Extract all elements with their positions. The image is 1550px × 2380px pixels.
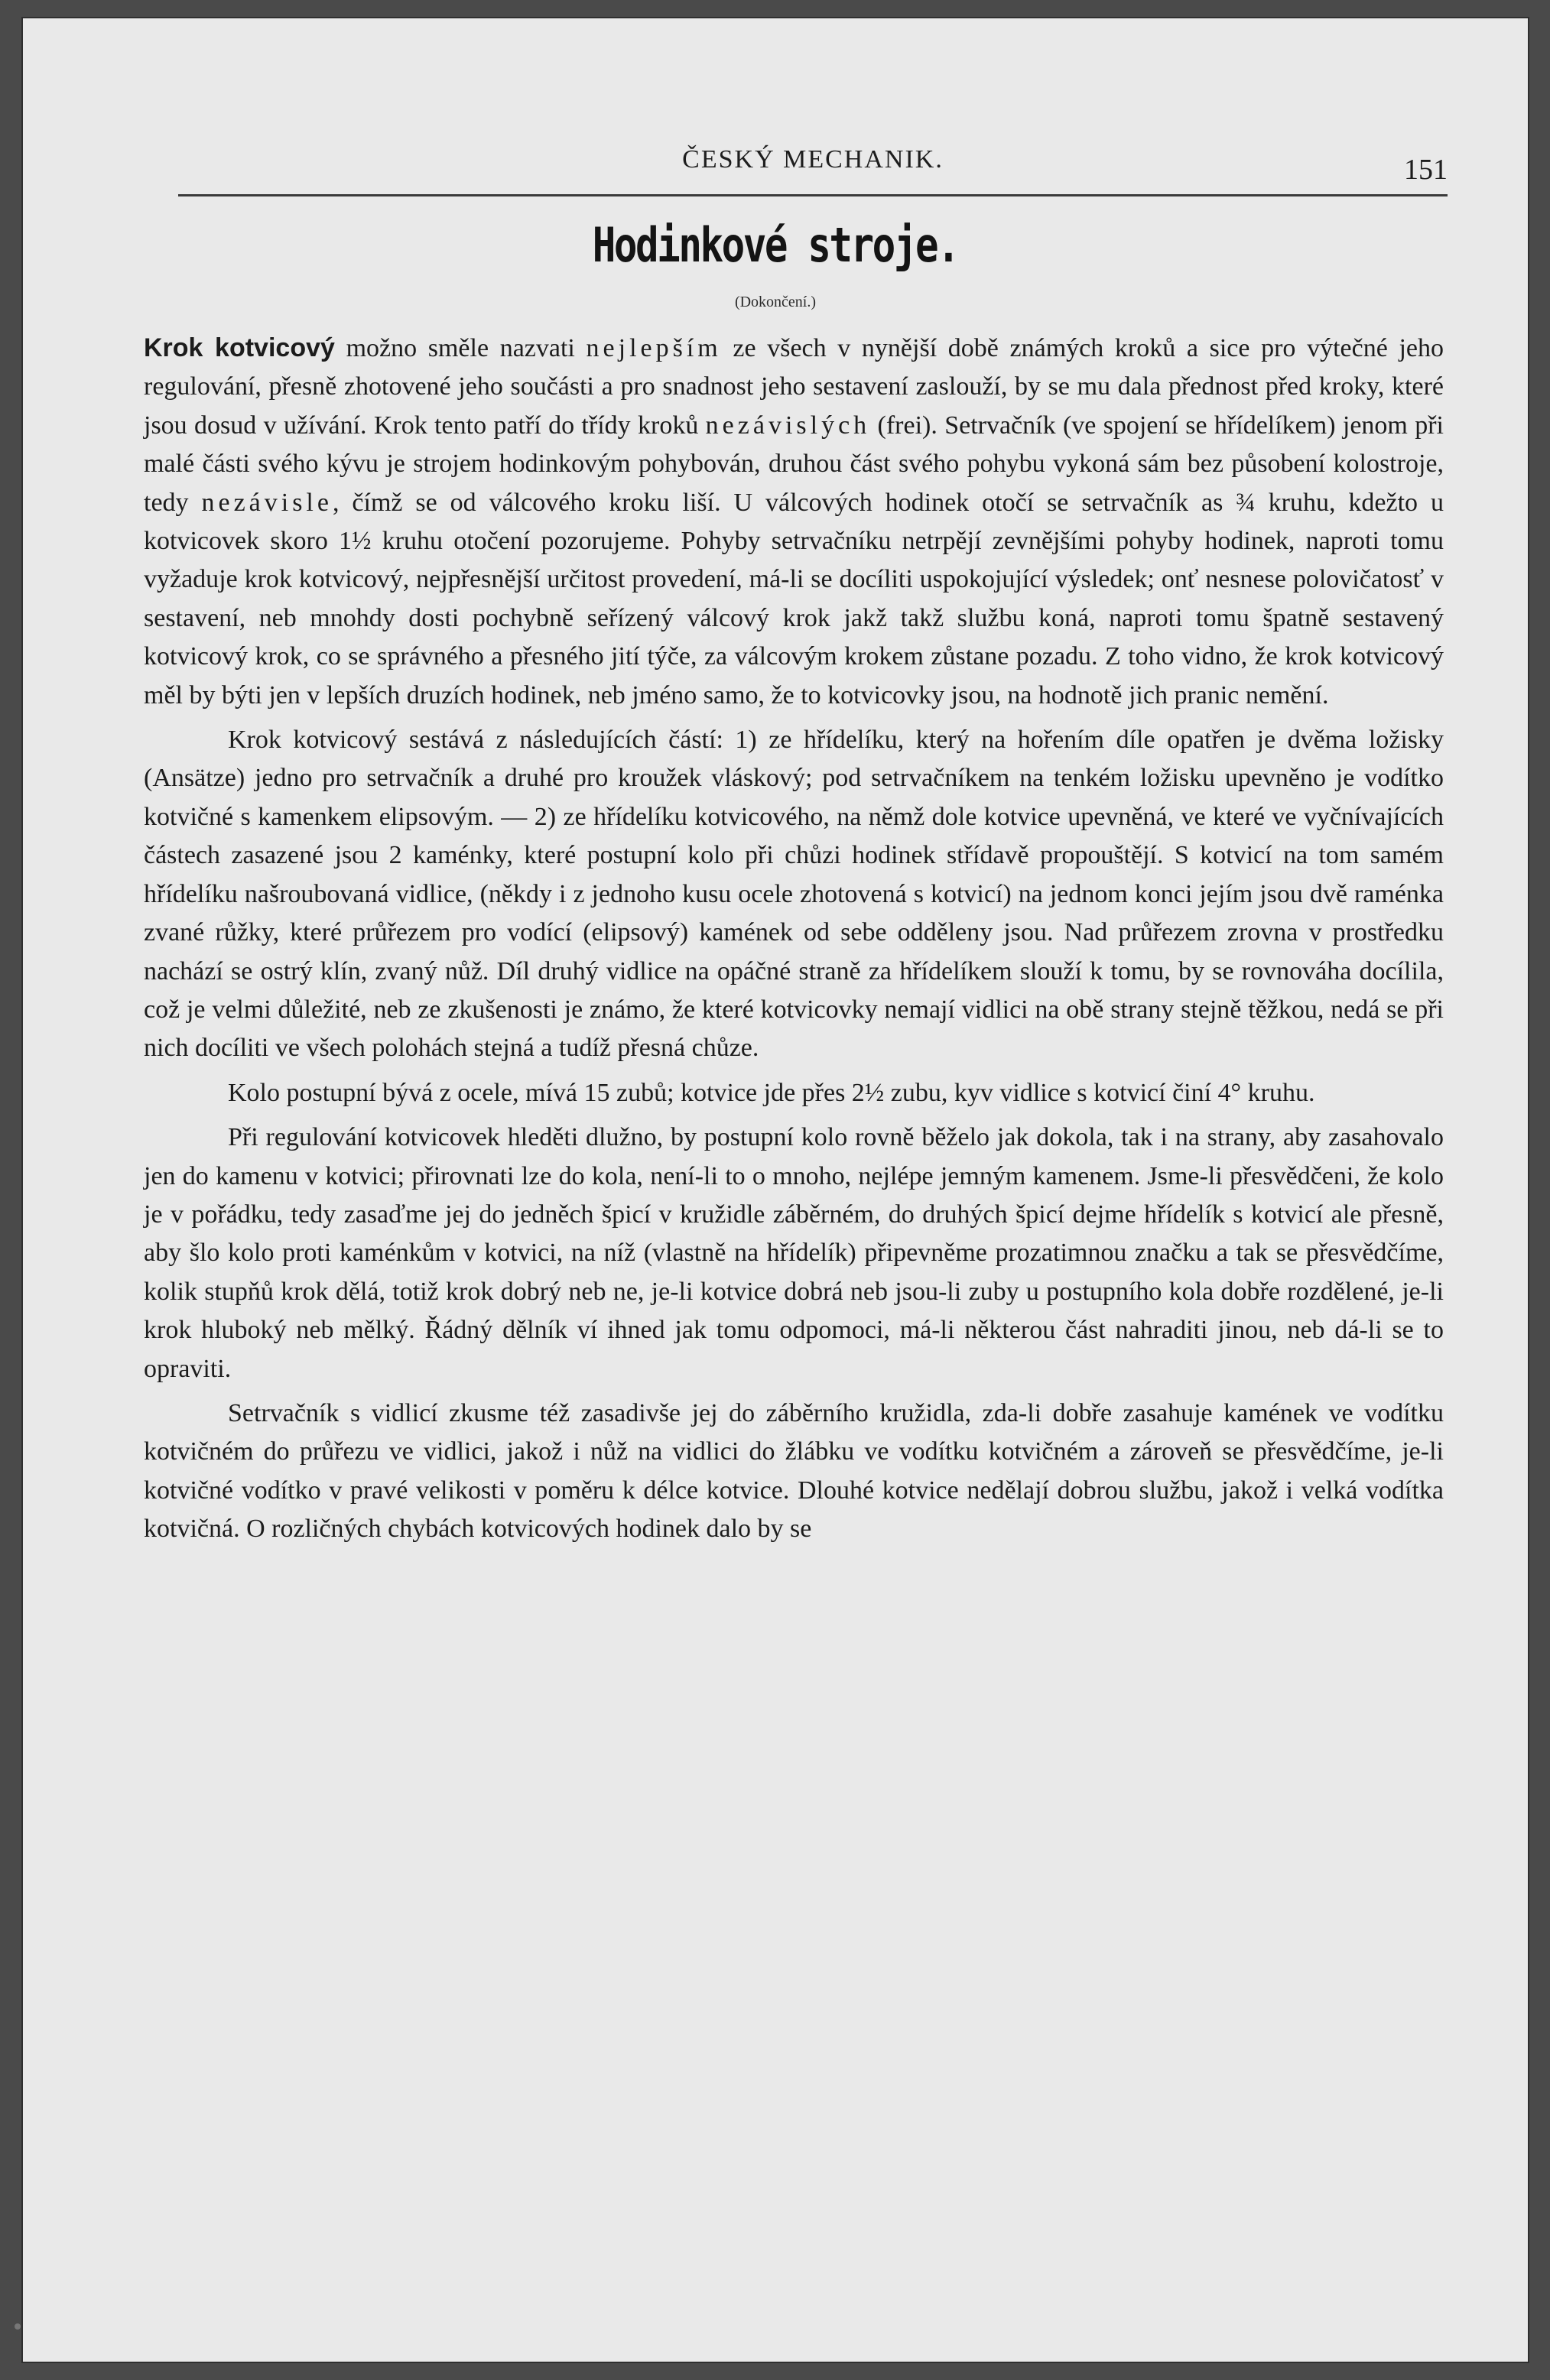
lead-term: Krok kotvicový — [144, 333, 335, 362]
article-title: Hodinkové stroje. — [592, 217, 959, 273]
paragraph-text: ze všech v nynější době známých kroků a sice pro výtečné jeho regulování, přesně zhotovené jeho součásti a pro snadnost jeho sestavení zaslouží, by se mu dala přednost před kroky, které jsou dosud v užívání. Krok tento patří do třídy kroků — [144, 334, 1444, 440]
header-rule — [178, 194, 1448, 196]
paragraph-3: Kolo postupní bývá z ocele, mívá 15 zubů; kotvice jde přes 2½ zubu, kyv vidlice s kotvicí činí 4° kruhu. — [228, 1078, 1315, 1107]
article-body — [144, 329, 1444, 1555]
page-sheet — [21, 17, 1529, 2363]
paragraph-2: Krok kotvicový sestává z následujících částí: 1) ze hřídelíku, který na hořením díle opatřen je dvěma ložisky (Ansätze) jedno pro setrvačník a druhé pro kroužek vláskový; pod setrvačníkem na tenkém ložisku upevněno je vodítko kotvičné s kamenkem elipsovým. — 2) ze hřídelíku kotvicového, na němž dole kotvice upevněná, ve které ve vyčnívajících částech zasazené jsou 2 kaménky, které postupní kolo při chůzi hodinek střídavě propouštějí. S kotvicí na tom samém hřídelíku našroubovaná vidlice, (někdy i z jednoho kusu ocele zhotovená s kotvicí) na jednom konci jejím jsou dvě raménka zvané růžky, které průřezem pro vodící (elipsový) kamének od sebe odděleny jsou. Nad průřezem zrovna v prostředku nachází se ostrý klín, zvaný nůž. Díl druhý vidlice na opáčné straně za hřídelíkem slouží k tomu, by se rovnováha docílila, což je velmi důležité, neb ze zkušenosti je známo, že které kotvicovky nemají vidlici na obě strany stejně těžkou, nedá se při nich docíliti ve všech polohách stejná a tudíž přesná chůze. — [144, 726, 1444, 1063]
paragraph-1 — [144, 329, 1444, 715]
scan-mark — [15, 2323, 21, 2330]
continued-note: (Dokončení.) — [734, 294, 817, 310]
paragraph-4: Při regulování kotvicovek hleděti dlužno, by postupní kolo rovně běželo jak dokola, tak i na strany, aby zasahovalo jen do kamenu v kotvici; přirovnati lze do kola, není-li to o mnoho, nejlépe jemným kamenem. Jsme-li přesvědčeni, že kolo je v pořádku, tedy zasaďme jej do jedněch špicí v kružidle záběrném, do druhých špicí dejme hřídelík s kotvicí ale přesně, aby šlo kolo proti kaménkům v kotvici, na níž (vlastně na hřídelík) připevněme prozatimnou značku a tak se přesvědčíme, kolik stupňů krok dělá, totiž krok dobrý neb ne, je-li kotvice dobrá neb jsou-li zuby u postupního kola dobře rozdělené, je-li krok hluboký neb mělký. Řádný dělník ví ihned jak tomu odpomoci, má-li některou část nahraditi jinou, neb dá-li se to opraviti. — [144, 1123, 1444, 1383]
paragraph-text: , čímž se od válcového kroku liší. U válcových hodinek otočí se setrvačník as ¾ kruhu, kdežto u kotvicovek skoro 1½ kruhu otočení pozorujeme. Pohyby setrvačníku netrpějí zevnějšími pohyby hodinek, naproti tomu vyžaduje krok kotvicový, nejpřesnější určitost provedení, má-li se docíliti uspokojující výsledek; onť nesnese polovičatosť v sestavení, neb mnohdy dosti pochybně seřízený válcový krok jakž takž službu koná, naproti tomu špatně sestavený kotvicový krok, co se správného a přesného jití týče, za válcovým krokem zůstane pozadu. Z toho vidno, že krok kotvicový měl by býti jen v lepších druzích hodinek, neb jméno samo, že to kotvicovky jsou, na hodnotě jich pranic nemění. — [144, 488, 1444, 709]
emphasis-text: nezávisle — [201, 488, 333, 517]
paragraph-text: možno směle nazvati — [334, 334, 587, 362]
emphasis-text: nejlepším — [586, 334, 722, 362]
emphasis-text: nezávislých — [705, 411, 871, 440]
running-head — [178, 145, 1448, 191]
running-title: ČESKÝ MECHANIK. — [682, 145, 944, 174]
page-number: 151 — [1404, 154, 1448, 186]
paragraph-5: Setrvačník s vidlicí zkusme též zasadivše jej do záběrního kružidla, zda-li dobře zasahuje kamének ve vodítku kotvičném do průřezu ve vidlici, jakož i nůž na vidlici do žlábku ve vodítku kotvičném a zároveň se přesvědčíme, je-li kotvičné vodítko v pravé velikosti v poměru k délce kotvice. Dlouhé kotvice nedělají dobrou službu, jakož i velká vodítka kotvičná. O rozličných chybách kotvicových hodinek dalo by se — [144, 1398, 1444, 1544]
paragraph-text: (frei). Setrvačník (ve spojení se hřídelíkem) jenom při malé části svého kývu je strojem hodinkovým pohybován, druhou část svého pohybu vykoná sám bez působení kolostroje, tedy — [144, 411, 1444, 517]
